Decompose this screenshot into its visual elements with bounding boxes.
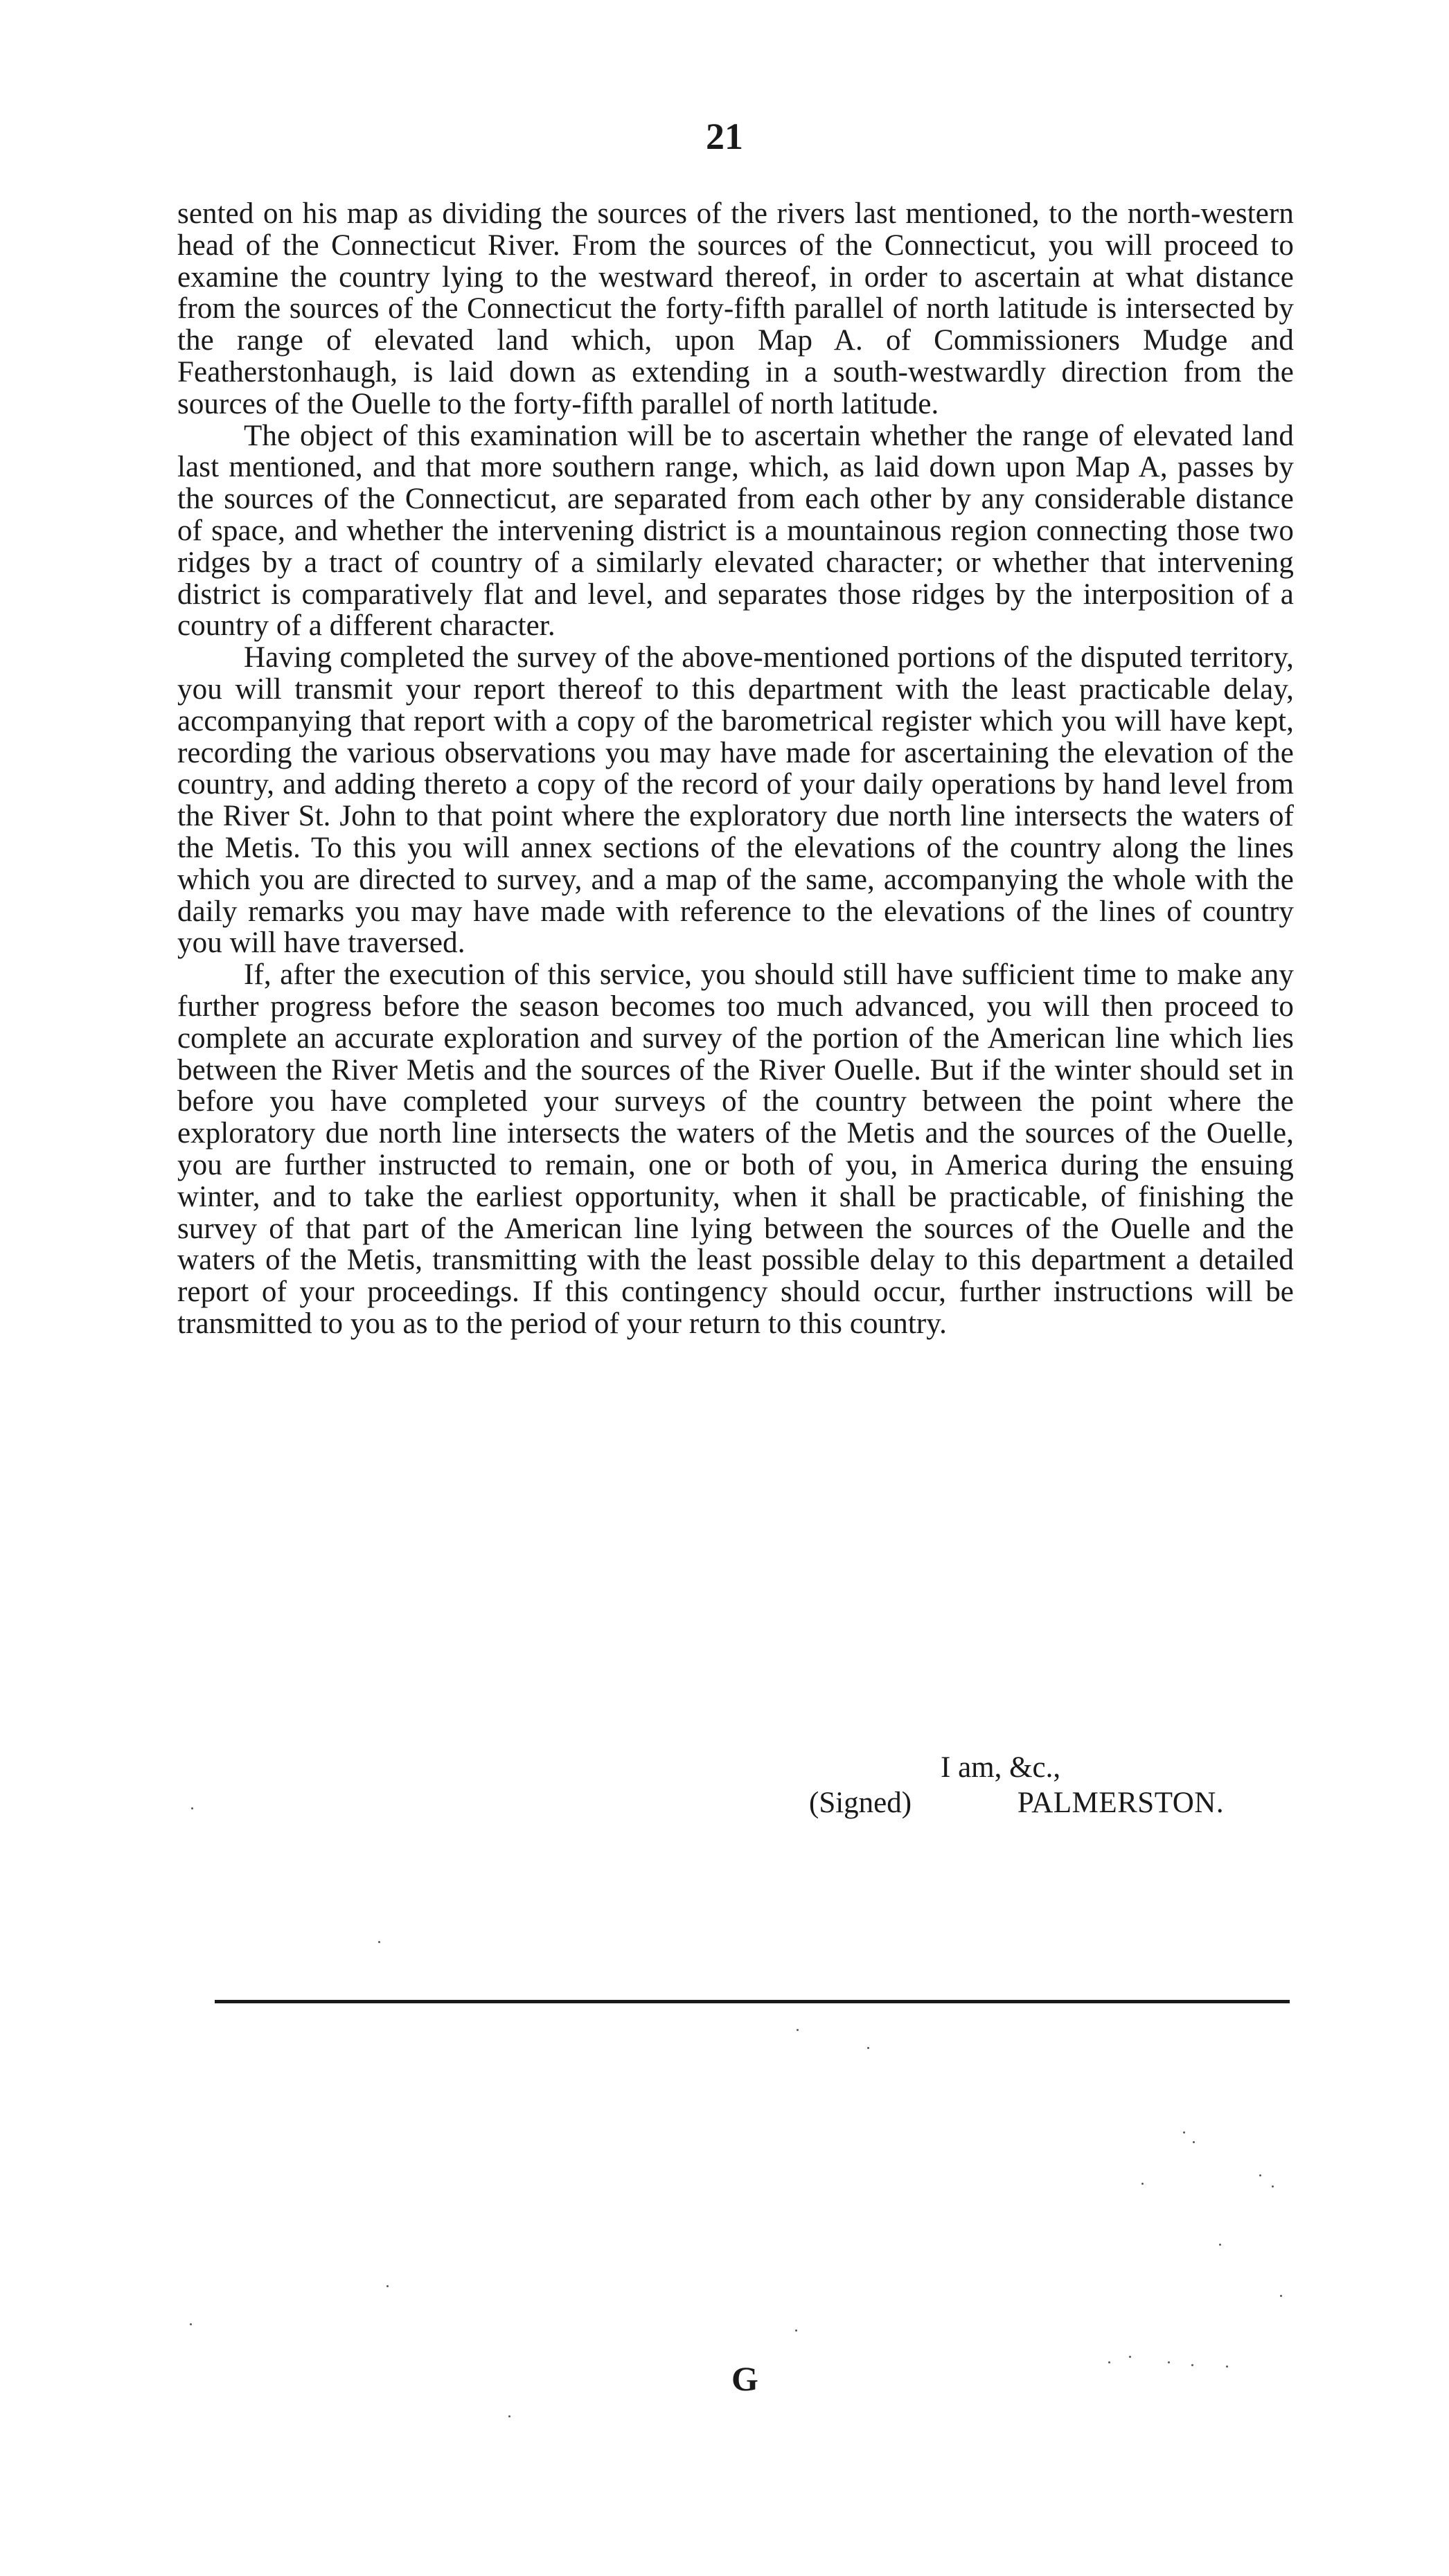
scan-speck <box>190 2323 192 2325</box>
page-number: 21 <box>706 116 743 157</box>
scan-speck <box>1226 2365 1228 2368</box>
paragraph-3: Having completed the survey of the above-mentioned portions of the disputed territory, you will transmit your report thereof to this department with the least practicable delay, accompanying that report with a copy of the barometrical register which you will have kept, recording the various observations you may have made for ascertaining the elevation of the country, and adding thereto a copy of the record of your daily operations by hand level from the River St. John to that point where the exploratory due north line intersects the waters of the Metis. To this you will annex sections of the elevations of the country along the lines which you are directed to survey, and a map of the same, accompanying the whole with the daily remarks you may have made with reference to the elevations of the lines of country you will have traversed. <box>177 641 1294 960</box>
scan-speck <box>1129 2356 1131 2358</box>
scan-speck <box>1272 2185 1274 2188</box>
scan-speck <box>1193 2141 1195 2143</box>
horizontal-rule <box>215 2000 1290 2003</box>
scan-speck <box>1219 2244 1221 2246</box>
signer-name: PALMERSTON. <box>1017 1787 1225 1819</box>
scan-speck <box>1183 2131 1185 2134</box>
scan-speck <box>1168 2361 1170 2363</box>
letter-body <box>177 198 1294 1340</box>
closing-salutation: I am, &c., <box>941 1751 1061 1784</box>
scan-speck <box>378 1941 380 1943</box>
paragraph-1: sented on his map as dividing the sources of the rivers last mentioned, to the north-western head of the Connecticut River. From the sources of the Connecticut, you will proceed to examine the country lying to the westward thereof, in order to ascertain at what distance from the sources of the Connecticut the forty-fifth parallel of north latitude is intersected by the range of elevated land which, upon Map A. of Commissioners Mudge and Featherstonhaugh, is laid down as extending in a south-westwardly direction from the sources of the Ouelle to the forty-fifth parallel of north latitude. <box>177 197 1294 420</box>
scan-speck <box>867 2047 869 2049</box>
scan-speck <box>1108 2361 1110 2363</box>
paragraph-4: If, after the execution of this service, you should still have sufficient time to make any further progress before the season becomes too much advanced, you will then proceed to complete an accurate exploration and survey of the portion of the American line which lies between the River Metis and the sources of the River Ouelle. But if the winter should set in before you have completed your surveys of the country between the point where the exploratory due north line intersects the waters of the Metis and the sources of the Ouelle, you are further instructed to remain, one or both of you, in America during the ensuing winter, and to take the earliest opportunity, when it shall be practicable, of finishing the survey of that part of the American line lying between the sources of the Ouelle and the waters of the Metis, transmitting with the least possible delay to this department a detailed report of your proceedings. If this contingency should occur, further instructions will be transmitted to you as to the period of your return to this country. <box>177 958 1294 1340</box>
signed-label: (Signed) <box>809 1787 912 1819</box>
scan-speck <box>191 1807 193 1809</box>
scan-speck <box>797 2029 799 2031</box>
scan-speck <box>1141 2183 1144 2185</box>
scan-speck <box>508 2415 510 2417</box>
scan-speck <box>1280 2295 1282 2297</box>
signature-mark: G <box>731 2359 758 2398</box>
scan-speck <box>795 2329 797 2332</box>
signature-line <box>809 1787 1224 1819</box>
paragraph-2: The object of this examination will be to ascertain whether the range of elevated land last mentioned, and that more southern range, which, as laid down upon Map A, passes by the sources of the Connecticut, are separated from each other by any considerable distance of space, and whether the intervening district is a mountainous region connecting those two ridges by a tract of country of a similarly elevated character; or whether that intervening district is comparatively flat and level, and separates those ridges by the interposition of a country of a different character. <box>177 419 1294 643</box>
scan-speck <box>1191 2364 1193 2366</box>
scan-speck <box>386 2285 389 2287</box>
scan-speck <box>1259 2174 1261 2176</box>
